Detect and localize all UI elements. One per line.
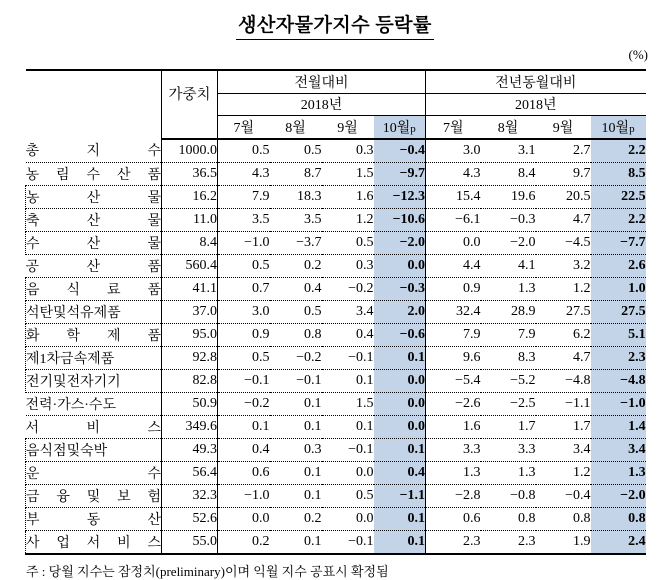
cell-yoy-8: 3.3 — [481, 438, 536, 461]
cell-mom-7: 0.7 — [218, 277, 270, 300]
cell-yoy-10: 1.0 — [591, 277, 646, 300]
unit-note: (%) — [628, 46, 648, 62]
cell-mom-10: 2.0 — [374, 300, 426, 323]
cell-mom-10: −0.3 — [374, 277, 426, 300]
cell-yoy-8: 0.8 — [481, 507, 536, 530]
cell-mom-10: −9.7 — [374, 162, 426, 185]
cell-yoy-9: 3.4 — [536, 438, 591, 461]
row-label: 수 산 물 — [26, 231, 162, 254]
row-label: 사 업 서 비 스 — [26, 530, 162, 554]
cell-yoy-7: −6.1 — [426, 208, 481, 231]
cell-yoy-7: 7.9 — [426, 323, 481, 346]
cell-yoy-9: −4.5 — [536, 231, 591, 254]
table-header — [26, 70, 646, 139]
cell-yoy-9: 20.5 — [536, 185, 591, 208]
cell-yoy-7: 15.4 — [426, 185, 481, 208]
cell-yoy-8: 3.1 — [481, 139, 536, 163]
header-mom-month-10-preliminary — [374, 115, 426, 139]
cell-mom-10: 0.0 — [374, 392, 426, 415]
row-weight: 41.1 — [162, 277, 218, 300]
cell-yoy-7: 32.4 — [426, 300, 481, 323]
cell-mom-10: 0.4 — [374, 461, 426, 484]
cell-mom-7: −0.1 — [218, 369, 270, 392]
table-row — [26, 323, 646, 346]
row-label: 전력·가스·수도 — [26, 392, 162, 415]
cell-yoy-8: 8.3 — [481, 346, 536, 369]
cell-yoy-10: 1.3 — [591, 461, 646, 484]
cell-yoy-10: −1.0 — [591, 392, 646, 415]
table-row — [26, 139, 646, 163]
row-weight: 50.9 — [162, 392, 218, 415]
producer-price-index-table — [25, 69, 646, 555]
cell-mom-9: 0.1 — [322, 369, 374, 392]
cell-mom-8: −3.7 — [270, 231, 322, 254]
cell-mom-9: 1.5 — [322, 162, 374, 185]
table-body — [26, 139, 646, 554]
row-label: 총 지 수 — [26, 139, 162, 163]
cell-mom-7: 3.5 — [218, 208, 270, 231]
row-label: 화 학 제 품 — [26, 323, 162, 346]
page-title: 생산자물가지수 등락률 — [236, 14, 434, 40]
cell-mom-7: 0.1 — [218, 415, 270, 438]
cell-mom-9: 0.5 — [322, 231, 374, 254]
cell-mom-8: 8.7 — [270, 162, 322, 185]
header-group-month-over-month: 전월대비 — [218, 70, 426, 94]
cell-yoy-9: 4.7 — [536, 346, 591, 369]
cell-yoy-9: 1.7 — [536, 415, 591, 438]
row-weight: 92.8 — [162, 346, 218, 369]
cell-mom-8: 0.5 — [270, 139, 322, 163]
cell-yoy-8: −2.0 — [481, 231, 536, 254]
cell-mom-10: 0.1 — [374, 530, 426, 554]
cell-mom-10: 0.1 — [374, 507, 426, 530]
row-label: 제1차금속제품 — [26, 346, 162, 369]
header-yoy-preliminary-marker: p — [629, 122, 635, 135]
cell-mom-9: 0.1 — [322, 415, 374, 438]
cell-mom-10: −12.3 — [374, 185, 426, 208]
cell-mom-10: −0.6 — [374, 323, 426, 346]
table-row — [26, 346, 646, 369]
cell-mom-10: −1.1 — [374, 484, 426, 507]
row-label: 축 산 물 — [26, 208, 162, 231]
header-year-mom: 2018년 — [218, 93, 426, 115]
table-row — [26, 254, 646, 277]
table-row — [26, 392, 646, 415]
row-weight: 11.0 — [162, 208, 218, 231]
cell-yoy-9: −0.4 — [536, 484, 591, 507]
cell-yoy-10: 2.2 — [591, 208, 646, 231]
row-label: 음 식 료 품 — [26, 277, 162, 300]
cell-yoy-7: 4.4 — [426, 254, 481, 277]
header-mom-month-7: 7월 — [218, 115, 270, 139]
cell-mom-8: −0.2 — [270, 346, 322, 369]
cell-yoy-9: 4.7 — [536, 208, 591, 231]
cell-mom-9: 0.4 — [322, 323, 374, 346]
footnote-text: 당월 지수는 잠정치(preliminary)이며 익월 지수 공표시 확정됨 — [48, 563, 389, 579]
row-weight: 55.0 — [162, 530, 218, 554]
cell-yoy-10: 22.5 — [591, 185, 646, 208]
cell-yoy-10: −4.8 — [591, 369, 646, 392]
cell-yoy-10: 2.3 — [591, 346, 646, 369]
cell-mom-9: −0.1 — [322, 438, 374, 461]
cell-mom-7: 0.5 — [218, 139, 270, 163]
cell-yoy-8: −0.8 — [481, 484, 536, 507]
cell-yoy-10: 1.4 — [591, 415, 646, 438]
cell-mom-9: 0.0 — [322, 507, 374, 530]
cell-mom-7: 0.5 — [218, 346, 270, 369]
cell-mom-8: 0.1 — [270, 484, 322, 507]
cell-yoy-8: 4.1 — [481, 254, 536, 277]
cell-mom-8: 3.5 — [270, 208, 322, 231]
table-row — [26, 415, 646, 438]
cell-mom-8: 0.1 — [270, 415, 322, 438]
cell-mom-10: 0.1 — [374, 346, 426, 369]
cell-yoy-10: −7.7 — [591, 231, 646, 254]
cell-mom-9: 0.3 — [322, 139, 374, 163]
cell-yoy-9: 3.2 — [536, 254, 591, 277]
cell-mom-7: 0.0 — [218, 507, 270, 530]
table-row — [26, 231, 646, 254]
header-yoy-month-8: 8월 — [481, 115, 536, 139]
header-yoy-month-10-label: 10월 — [601, 120, 630, 136]
cell-mom-10: 0.0 — [374, 369, 426, 392]
cell-mom-7: 7.9 — [218, 185, 270, 208]
cell-yoy-9: 1.2 — [536, 277, 591, 300]
header-yoy-month-10-preliminary — [591, 115, 646, 139]
cell-yoy-8: 19.6 — [481, 185, 536, 208]
row-weight: 32.3 — [162, 484, 218, 507]
footnote-marker: 주 : — [26, 563, 46, 579]
row-weight: 560.4 — [162, 254, 218, 277]
cell-yoy-9: 1.9 — [536, 530, 591, 554]
cell-mom-9: −0.2 — [322, 277, 374, 300]
header-yoy-month-9: 9월 — [536, 115, 591, 139]
cell-yoy-9: −4.8 — [536, 369, 591, 392]
table-row — [26, 369, 646, 392]
header-year-yoy: 2018년 — [426, 93, 646, 115]
cell-yoy-8: 2.3 — [481, 530, 536, 554]
table-row — [26, 461, 646, 484]
row-weight: 95.0 — [162, 323, 218, 346]
cell-yoy-7: 9.6 — [426, 346, 481, 369]
cell-mom-10: −10.6 — [374, 208, 426, 231]
cell-yoy-7: 0.0 — [426, 231, 481, 254]
table-row — [26, 300, 646, 323]
table-row — [26, 162, 646, 185]
header-weight-spacer — [162, 115, 218, 139]
cell-mom-9: 1.6 — [322, 185, 374, 208]
cell-yoy-8: −2.5 — [481, 392, 536, 415]
row-weight: 82.8 — [162, 369, 218, 392]
table-row — [26, 507, 646, 530]
cell-yoy-10: 27.5 — [591, 300, 646, 323]
cell-mom-7: 0.6 — [218, 461, 270, 484]
cell-mom-10: 0.0 — [374, 254, 426, 277]
cell-mom-9: 0.3 — [322, 254, 374, 277]
row-weight: 49.3 — [162, 438, 218, 461]
header-group-year-over-year: 전년동월대비 — [426, 70, 646, 94]
cell-yoy-8: 1.3 — [481, 461, 536, 484]
cell-mom-7: −1.0 — [218, 231, 270, 254]
cell-yoy-8: −5.2 — [481, 369, 536, 392]
cell-mom-7: 0.2 — [218, 530, 270, 554]
cell-mom-9: 0.0 — [322, 461, 374, 484]
cell-yoy-10: 8.5 — [591, 162, 646, 185]
cell-yoy-10: 2.2 — [591, 139, 646, 163]
header-mom-month-10-label: 10월 — [382, 120, 411, 136]
cell-mom-8: 0.1 — [270, 461, 322, 484]
header-yoy-month-7: 7월 — [426, 115, 481, 139]
table-row — [26, 185, 646, 208]
cell-mom-8: 0.4 — [270, 277, 322, 300]
row-label: 농 산 물 — [26, 185, 162, 208]
cell-yoy-7: 1.3 — [426, 461, 481, 484]
row-label: 석탄및석유제품 — [26, 300, 162, 323]
cell-yoy-7: −2.6 — [426, 392, 481, 415]
row-label: 전기및전자기기 — [26, 369, 162, 392]
cell-yoy-7: 3.0 — [426, 139, 481, 163]
header-weight: 가중치 — [162, 70, 218, 116]
header-mom-month-9: 9월 — [322, 115, 374, 139]
cell-yoy-7: 4.3 — [426, 162, 481, 185]
cell-mom-9: −0.1 — [322, 530, 374, 554]
header-corner-blank — [26, 70, 162, 139]
row-weight: 56.4 — [162, 461, 218, 484]
row-label: 금 융 및 보 험 — [26, 484, 162, 507]
header-mom-month-8: 8월 — [270, 115, 322, 139]
cell-yoy-9: 6.2 — [536, 323, 591, 346]
cell-yoy-10: 2.4 — [591, 530, 646, 554]
row-label: 부 동 산 — [26, 507, 162, 530]
table-row — [26, 530, 646, 554]
cell-yoy-9: 27.5 — [536, 300, 591, 323]
cell-mom-8: 0.3 — [270, 438, 322, 461]
cell-yoy-7: 2.3 — [426, 530, 481, 554]
cell-yoy-9: 9.7 — [536, 162, 591, 185]
cell-yoy-7: 3.3 — [426, 438, 481, 461]
cell-yoy-8: −0.3 — [481, 208, 536, 231]
table-row — [26, 438, 646, 461]
cell-yoy-10: 2.6 — [591, 254, 646, 277]
row-label: 공 산 품 — [26, 254, 162, 277]
table-row — [26, 277, 646, 300]
cell-yoy-10: 5.1 — [591, 323, 646, 346]
cell-mom-10: 0.0 — [374, 415, 426, 438]
cell-yoy-8: 7.9 — [481, 323, 536, 346]
cell-yoy-10: −2.0 — [591, 484, 646, 507]
cell-yoy-9: 2.7 — [536, 139, 591, 163]
table-container — [0, 69, 670, 555]
cell-yoy-8: 1.3 — [481, 277, 536, 300]
cell-mom-7: −0.2 — [218, 392, 270, 415]
cell-mom-9: 3.4 — [322, 300, 374, 323]
table-row — [26, 484, 646, 507]
cell-mom-8: 0.2 — [270, 507, 322, 530]
cell-mom-9: −0.1 — [322, 346, 374, 369]
cell-mom-7: 3.0 — [218, 300, 270, 323]
row-label: 서 비 스 — [26, 415, 162, 438]
cell-mom-10: −0.4 — [374, 139, 426, 163]
cell-yoy-7: −2.8 — [426, 484, 481, 507]
row-weight: 8.4 — [162, 231, 218, 254]
cell-yoy-7: −5.4 — [426, 369, 481, 392]
cell-yoy-8: 1.7 — [481, 415, 536, 438]
cell-mom-7: 0.4 — [218, 438, 270, 461]
cell-mom-8: 0.8 — [270, 323, 322, 346]
cell-yoy-8: 28.9 — [481, 300, 536, 323]
cell-yoy-9: 0.8 — [536, 507, 591, 530]
row-weight: 36.5 — [162, 162, 218, 185]
cell-mom-8: −0.1 — [270, 369, 322, 392]
cell-mom-8: 18.3 — [270, 185, 322, 208]
row-label: 음식점및숙박 — [26, 438, 162, 461]
row-label: 농 림 수 산 품 — [26, 162, 162, 185]
cell-mom-9: 1.2 — [322, 208, 374, 231]
cell-yoy-7: 1.6 — [426, 415, 481, 438]
row-weight: 37.0 — [162, 300, 218, 323]
cell-yoy-10: 0.8 — [591, 507, 646, 530]
cell-mom-8: 0.1 — [270, 392, 322, 415]
cell-mom-7: 4.3 — [218, 162, 270, 185]
cell-yoy-9: 1.2 — [536, 461, 591, 484]
header-group-row — [26, 70, 646, 94]
footnote — [0, 555, 670, 580]
cell-mom-7: 0.5 — [218, 254, 270, 277]
row-weight: 349.6 — [162, 415, 218, 438]
cell-yoy-9: −1.1 — [536, 392, 591, 415]
cell-yoy-7: 0.9 — [426, 277, 481, 300]
cell-yoy-10: 3.4 — [591, 438, 646, 461]
cell-mom-10: 0.1 — [374, 438, 426, 461]
cell-mom-8: 0.2 — [270, 254, 322, 277]
cell-yoy-7: 0.6 — [426, 507, 481, 530]
row-weight: 1000.0 — [162, 139, 218, 163]
cell-mom-8: 0.5 — [270, 300, 322, 323]
cell-yoy-8: 8.4 — [481, 162, 536, 185]
title-bar — [0, 0, 670, 40]
cell-mom-10: −2.0 — [374, 231, 426, 254]
table-row — [26, 208, 646, 231]
cell-mom-7: −1.0 — [218, 484, 270, 507]
cell-mom-9: 1.5 — [322, 392, 374, 415]
row-label: 운 수 — [26, 461, 162, 484]
cell-mom-7: 0.9 — [218, 323, 270, 346]
cell-mom-8: 0.1 — [270, 530, 322, 554]
row-weight: 52.6 — [162, 507, 218, 530]
row-weight: 16.2 — [162, 185, 218, 208]
cell-mom-9: 0.5 — [322, 484, 374, 507]
header-mom-preliminary-marker: p — [410, 122, 416, 135]
